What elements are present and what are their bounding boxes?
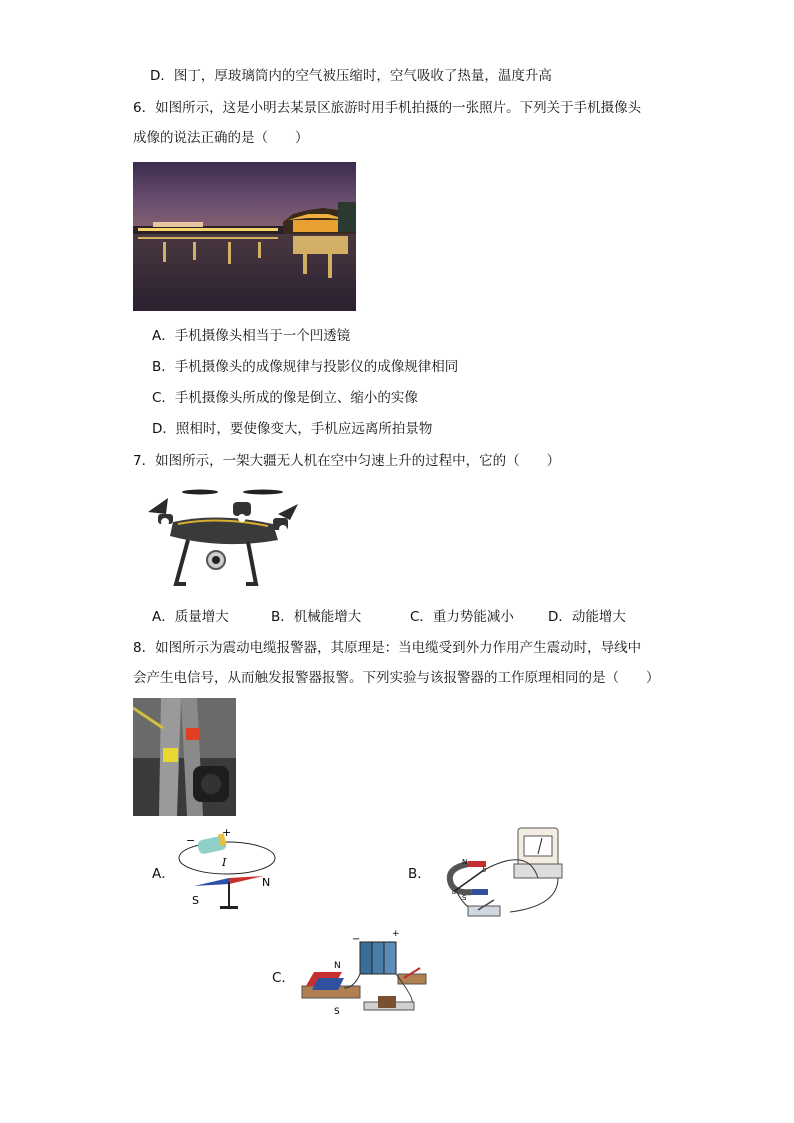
q7-option-b: B．机械能增大: [271, 609, 362, 625]
q8-stem-line1: 8．如图所示为震动电缆报警器，其原理是：当电缆受到外力作用产生震动时，导线中: [133, 640, 642, 656]
fig-b-south: S: [462, 894, 467, 902]
q8-choice-b-label: B．: [408, 866, 431, 882]
q7-option-c: C．重力势能减小: [410, 609, 514, 625]
drone-photo: [138, 484, 300, 594]
q6-stem-line2: 成像的说法正确的是（ ）: [133, 130, 309, 146]
fig-b-b: b: [482, 866, 487, 874]
fig-a-plus: +: [222, 828, 232, 839]
figure-b-magnet-galvanometer: [438, 826, 568, 922]
fig-b-north: N: [462, 858, 468, 866]
q8-stem-line2: 会产生电信号，从而触发报警器报警。下列实验与该报警器的工作原理相同的是（ ）: [133, 670, 660, 686]
fig-c-plus: +: [392, 929, 400, 939]
q8-choice-a-label: A．: [152, 866, 175, 882]
fig-a-current: I: [222, 856, 227, 869]
q5-option-d: D．图丁，厚玻璃筒内的空气被压缩时，空气吸收了热量，温度升高: [150, 68, 552, 84]
fig-b-a: a: [452, 888, 457, 896]
fig-a-south: S: [192, 894, 199, 907]
q7-option-d: D．动能增大: [548, 609, 626, 625]
fig-c-north: N: [334, 961, 341, 971]
fig-c-minus: −: [352, 934, 361, 945]
figure-a-wire-compass: [172, 828, 282, 912]
fig-a-minus: −: [186, 834, 196, 847]
q7-stem: 7．如图所示，一架大疆无人机在空中匀速上升的过程中，它的（ ）: [133, 453, 561, 469]
q6-option-c: C．手机摄像头所成的像是倒立、缩小的实像: [152, 390, 418, 406]
q6-option-d: D．照相时，要使像变大，手机应远离所拍景物: [152, 421, 433, 437]
night-lake-photo: [133, 162, 356, 311]
q6-option-a: A．手机摄像头相当于一个凹透镜: [152, 328, 351, 344]
q6-option-b: B．手机摄像头的成像规律与投影仪的成像规律相同: [152, 359, 459, 375]
q6-stem-line1: 6．如图所示，这是小明去某景区旅游时用手机拍摄的一张照片。下列关于手机摄像头: [133, 100, 642, 116]
fig-c-south: S: [334, 1007, 340, 1017]
figure-c-battery-rail: [294, 928, 432, 1020]
q8-choice-c-label: C．: [272, 970, 295, 986]
fig-a-north: N: [262, 876, 271, 889]
cable-alarm-photo: [133, 698, 236, 816]
q7-option-a: A．质量增大: [152, 609, 229, 625]
